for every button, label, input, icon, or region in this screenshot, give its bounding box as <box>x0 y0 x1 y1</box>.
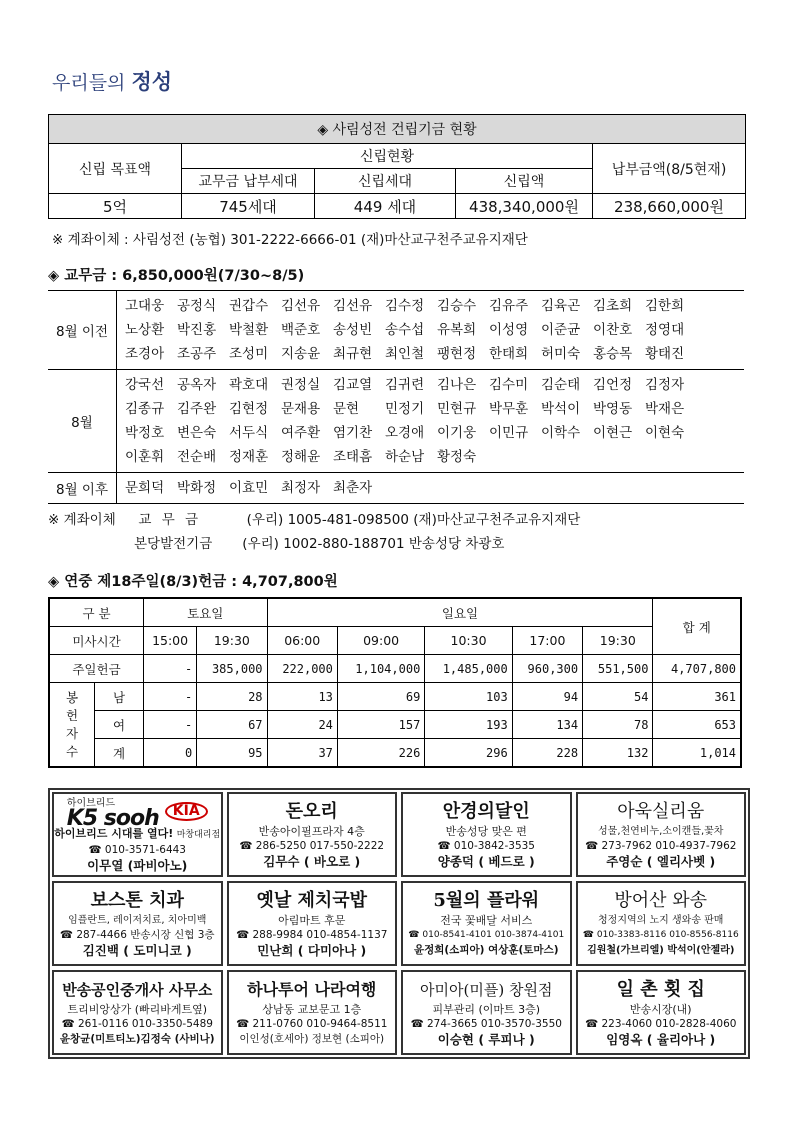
member-name: 박무훈 <box>489 401 529 417</box>
cash-label: 주일헌금 <box>49 655 144 683</box>
ad <box>401 970 572 1055</box>
ad <box>401 881 572 966</box>
member-name: 김교열 <box>333 377 373 393</box>
ad-line: 상남동 교보문고 1층 <box>262 1003 362 1016</box>
ad-name: 일 촌 횟 집 <box>616 979 705 1000</box>
cash-value: 960,300 <box>512 655 582 683</box>
name-list <box>117 291 745 370</box>
ad-phone: ☎ 010-3383-8116 010-8556-8116 <box>582 930 739 940</box>
member-name: 이현근 <box>593 425 633 441</box>
name-list <box>117 370 745 473</box>
member-name: 김승수 <box>437 298 477 314</box>
col-status: 신립현황 <box>182 144 593 169</box>
row-label: 계 <box>95 739 144 768</box>
group-label: 8월 이전 <box>48 291 117 370</box>
acc2-value: (우리) 1002-880-188701 반송성당 차광호 <box>242 536 505 552</box>
vol-value: 28 <box>197 683 267 711</box>
member-name: 김주완 <box>177 401 217 417</box>
member-name: 팽현정 <box>437 346 477 362</box>
member-name: 고대웅 <box>125 298 165 314</box>
ad <box>576 792 747 877</box>
page-title-accent: 정성 <box>131 69 173 94</box>
member-name: 문희덕 <box>125 480 165 496</box>
cash-value: 1,104,000 <box>337 655 424 683</box>
member-name: 박재은 <box>645 401 685 417</box>
name-list <box>117 473 745 504</box>
ad <box>52 970 223 1055</box>
member-name: 김정자 <box>645 377 685 393</box>
ad-owner: 주영순 ( 엘리사벳 ) <box>606 854 716 869</box>
ad-name: 방어산 와송 <box>614 890 708 911</box>
member-name: 김나은 <box>437 377 477 393</box>
time: 06:00 <box>267 627 337 655</box>
vol-value: 132 <box>583 739 653 768</box>
ad-line: 반송성당 맞은 편 <box>445 825 527 838</box>
member-name: 김초희 <box>593 298 633 314</box>
ad-name: 안경의달인 <box>442 801 530 822</box>
ad-phone: ☎ 010-3571-6443 <box>88 844 186 856</box>
vol-value: 134 <box>512 711 582 739</box>
member-name: 박석이 <box>541 401 581 417</box>
ad <box>576 970 747 1055</box>
member-name: 여주환 <box>281 425 321 441</box>
ad <box>576 881 747 966</box>
time: 19:30 <box>583 627 653 655</box>
member-name: 이준균 <box>541 322 581 338</box>
ad-owner: 양종덕 ( 베드로 ) <box>437 854 535 869</box>
member-name: 곽호대 <box>229 377 269 393</box>
vol-value: 78 <box>583 711 653 739</box>
row-label: 여 <box>95 711 144 739</box>
vol-value: 0 <box>144 739 197 768</box>
member-name: 이민규 <box>489 425 529 441</box>
member-name: 박영동 <box>593 401 633 417</box>
fund-header: ◈ 사림성전 건립기금 현황 <box>49 115 746 144</box>
h-sun: 일요일 <box>267 598 653 627</box>
ad-top: 하이브리드 <box>66 798 116 809</box>
member-name: 이학수 <box>541 425 581 441</box>
col-paid-house: 교무금 납부세대 <box>182 169 315 194</box>
ad <box>227 792 398 877</box>
member-name: 박화정 <box>177 480 217 496</box>
ad <box>52 881 223 966</box>
member-name: 염기찬 <box>333 425 373 441</box>
cash-value: 385,000 <box>197 655 267 683</box>
member-name: 조경아 <box>125 346 165 362</box>
member-name: 하순남 <box>385 449 425 465</box>
member-name: 허미숙 <box>541 346 581 362</box>
member-name: 김육곤 <box>541 298 581 314</box>
offering-table <box>48 597 742 768</box>
ad-name: 반송공인중개사 사무소 <box>62 981 213 999</box>
cash-value: 551,500 <box>583 655 653 683</box>
vol-value: 193 <box>425 711 512 739</box>
h-gubun: 구 분 <box>49 598 144 627</box>
member-name: 공정식 <box>177 298 217 314</box>
member-name: 공옥자 <box>177 377 217 393</box>
ad-line: 피부관리 (이마트 3층) <box>432 1003 541 1016</box>
vol-value: 54 <box>583 683 653 711</box>
member-name: 이기웅 <box>437 425 477 441</box>
ad-owner: 민난희 ( 다미아나 ) <box>257 943 367 958</box>
member-name: 황정숙 <box>437 449 477 465</box>
ad-phone: ☎ 286-5250 017-550-2222 <box>239 840 385 852</box>
member-name: 송수섭 <box>385 322 425 338</box>
vol-value: 653 <box>653 711 741 739</box>
ads-grid <box>48 788 750 1059</box>
ad-line: 성물,천연비누,소이캔들,꽃차 <box>598 826 724 837</box>
ad-phone: ☎ 010-8541-4101 010-3874-4101 <box>408 930 565 940</box>
ad-line: 하이브리드 시대를 열다! <box>54 827 174 840</box>
ad-phone: ☎ 211-0760 010-9464-8511 <box>236 1018 388 1030</box>
vol-value: 157 <box>337 711 424 739</box>
vol-value: 103 <box>425 683 512 711</box>
member-name: 권정실 <box>281 377 321 393</box>
member-name: 민현규 <box>437 401 477 417</box>
member-name: 김수정 <box>385 298 425 314</box>
ad-owner: 윤창균(미트티노)김정숙 (사비나) <box>59 1033 215 1045</box>
sub-house-value: 449 세대 <box>315 194 456 219</box>
member-name: 이성영 <box>489 322 529 338</box>
row-label: 남 <box>95 683 144 711</box>
time: 17:00 <box>512 627 582 655</box>
group-label: 8월 <box>48 370 117 473</box>
member-name: 백준호 <box>281 322 321 338</box>
member-name: 김한희 <box>645 298 685 314</box>
member-name: 문재용 <box>281 401 321 417</box>
acc1-label: 교 무 금 <box>138 512 202 528</box>
ad-name: 5월의 플라워 <box>433 890 540 911</box>
offering-heading: ◈ 연중 제18주일(8/3)헌금 : 4,707,800원 <box>48 574 338 590</box>
member-name: 김수미 <box>489 377 529 393</box>
member-name: 김순태 <box>541 377 581 393</box>
member-name: 조성미 <box>229 346 269 362</box>
vol-value: 228 <box>512 739 582 768</box>
vol-value: 226 <box>337 739 424 768</box>
group-label: 8월 이후 <box>48 473 117 504</box>
vol-value: 94 <box>512 683 582 711</box>
ad-name: 아미아(미플) 창원점 <box>420 981 553 999</box>
member-name: 강국선 <box>125 377 165 393</box>
ad-line: 청정지역의 노지 생와송 판매 <box>598 915 724 926</box>
kia-logo: KIA <box>165 802 208 821</box>
ad-phone: ☎ 287-4466 반송시장 신협 3층 <box>59 929 215 941</box>
gyomu-names-table <box>48 290 744 504</box>
ad <box>401 792 572 877</box>
member-name: 변은숙 <box>177 425 217 441</box>
ad-line: 트리비앙상가 (빠리바게트옆) <box>67 1003 208 1016</box>
h-total: 합 계 <box>653 598 741 655</box>
ad-line: 아림마트 후문 <box>278 914 346 927</box>
member-name: 김언정 <box>593 377 633 393</box>
ad-line: 전국 꽃배달 서비스 <box>440 914 533 927</box>
h-sat: 토요일 <box>144 598 268 627</box>
acc1-value: (우리) 1005-481-098500 (재)마산교구천주교유지재단 <box>246 512 581 528</box>
ad-line: 임플란트, 레이저치료, 치아미백 <box>68 915 207 926</box>
vol-value: 37 <box>267 739 337 768</box>
member-name: 정해윤 <box>281 449 321 465</box>
col-sub-house: 신립세대 <box>315 169 456 194</box>
member-name: 황태진 <box>645 346 685 362</box>
member-name: 정재훈 <box>229 449 269 465</box>
ad-owner: 임영옥 ( 율리아나 ) <box>606 1032 716 1047</box>
ad-owner: 이무열 (파비아노) <box>87 858 188 873</box>
ad-name: 보스톤 치과 <box>90 890 184 911</box>
member-name: 한태희 <box>489 346 529 362</box>
building-fund-table <box>48 114 746 219</box>
ad-phone: ☎ 010-3842-3535 <box>437 840 535 852</box>
gyomu-heading: ◈ 교무금 : 6,850,000원(7/30~8/5) <box>48 268 305 284</box>
ad-k5 <box>52 792 223 877</box>
k5-logo: K5 sooh <box>66 806 159 831</box>
member-name: 이현숙 <box>645 425 685 441</box>
member-name: 김선유 <box>281 298 321 314</box>
member-name: 김귀련 <box>385 377 425 393</box>
col-paid-amount: 납부금액(8/5현재) <box>593 144 746 194</box>
paid-amount-value: 238,660,000원 <box>593 194 746 219</box>
ad-phone: ☎ 273-7962 010-4937-7962 <box>585 840 737 852</box>
member-name: 유복희 <box>437 322 477 338</box>
cash-value: - <box>144 655 197 683</box>
time: 15:00 <box>144 627 197 655</box>
vol-value: 13 <box>267 683 337 711</box>
vol-value: 95 <box>197 739 267 768</box>
vol-value: 67 <box>197 711 267 739</box>
cash-value: 1,485,000 <box>425 655 512 683</box>
member-name: 최정자 <box>281 480 321 496</box>
member-name: 이효민 <box>229 480 269 496</box>
account-info <box>48 508 580 556</box>
member-name: 조공주 <box>177 346 217 362</box>
member-name: 송성빈 <box>333 322 373 338</box>
ad-line: 반송시장(내) <box>629 1003 692 1016</box>
vol-value: 24 <box>267 711 337 739</box>
member-name: 조태흠 <box>333 449 373 465</box>
member-name: 이훈휘 <box>125 449 165 465</box>
page-title <box>52 66 172 96</box>
time: 10:30 <box>425 627 512 655</box>
page-title-lead: 우리들의 <box>52 72 126 94</box>
ad-owner: 김진백 ( 도미니코 ) <box>82 943 192 958</box>
ad-phone: ☎ 223-4060 010-2828-4060 <box>585 1018 737 1030</box>
member-name: 정영대 <box>645 322 685 338</box>
member-name: 홍승목 <box>593 346 633 362</box>
member-name: 노상환 <box>125 322 165 338</box>
vol-value: 361 <box>653 683 741 711</box>
member-name: 민정기 <box>385 401 425 417</box>
fund-account-note: ※ 계좌이체 : 사림성전 (농협) 301-2222-6666-01 (재)마산교구천주교유지재단 <box>52 232 528 248</box>
paid-house-value: 745세대 <box>182 194 315 219</box>
vol-value: - <box>144 683 197 711</box>
vol-value: 296 <box>425 739 512 768</box>
ad-name: 하나투어 나라여행 <box>247 980 377 999</box>
vol-value: 1,014 <box>653 739 741 768</box>
member-name: 최인철 <box>385 346 425 362</box>
ad-line: 반송아이필프라자 4층 <box>258 825 365 838</box>
vol-value: - <box>144 711 197 739</box>
member-name: 권갑수 <box>229 298 269 314</box>
vol-value: 69 <box>337 683 424 711</box>
target-value: 5억 <box>49 194 182 219</box>
member-name: 이찬호 <box>593 322 633 338</box>
member-name: 서두식 <box>229 425 269 441</box>
ad-owner: 윤정희(소피아) 여상훈(토마스) <box>413 944 559 956</box>
ad-phone: ☎ 288-9984 010-4854-1137 <box>236 929 388 941</box>
ad-line: 마창대리점 <box>176 830 221 840</box>
member-name: 김선유 <box>333 298 373 314</box>
cash-value: 222,000 <box>267 655 337 683</box>
ad-owner: 이인성(호세아) 정보현 (소피아) <box>239 1033 385 1045</box>
member-name: 박철환 <box>229 322 269 338</box>
col-target: 신립 목표액 <box>49 144 182 194</box>
cash-value: 4,707,800 <box>653 655 741 683</box>
acc2-label: 본당발전기금 <box>134 536 213 552</box>
ad-phone: ☎ 274-3665 010-3570-3550 <box>410 1018 562 1030</box>
member-name: 김유주 <box>489 298 529 314</box>
ad-name: 아욱실리움 <box>617 801 705 822</box>
ad <box>227 970 398 1055</box>
member-name: 김현정 <box>229 401 269 417</box>
member-name: 지송윤 <box>281 346 321 362</box>
member-name: 전순배 <box>177 449 217 465</box>
col-sub-amount: 신립액 <box>456 169 593 194</box>
ad-name: 옛날 제치국밥 <box>256 890 368 911</box>
ad-phone: ☎ 261-0116 010-3350-5489 <box>61 1018 213 1030</box>
sub-amount-value: 438,340,000원 <box>456 194 593 219</box>
ad <box>227 881 398 966</box>
member-name: 문현 <box>333 401 360 417</box>
ad-name: 돈오리 <box>285 801 338 822</box>
member-name: 박정호 <box>125 425 165 441</box>
ad-owner: 김무수 ( 바오로 ) <box>263 854 361 869</box>
acc-prefix: ※ 계좌이체 <box>48 512 116 528</box>
member-name: 오경애 <box>385 425 425 441</box>
vol-label: 봉 헌 자 수 <box>49 683 95 768</box>
ad-owner: 김원철(가브리엘) 박석이(안젤라) <box>587 945 735 956</box>
ad-owner: 이승현 ( 루피나 ) <box>437 1032 535 1047</box>
member-name: 최규현 <box>333 346 373 362</box>
member-name: 김종규 <box>125 401 165 417</box>
h-mass: 미사시간 <box>49 627 144 655</box>
time: 19:30 <box>197 627 267 655</box>
time: 09:00 <box>337 627 424 655</box>
member-name: 최춘자 <box>333 480 373 496</box>
member-name: 박진홍 <box>177 322 217 338</box>
